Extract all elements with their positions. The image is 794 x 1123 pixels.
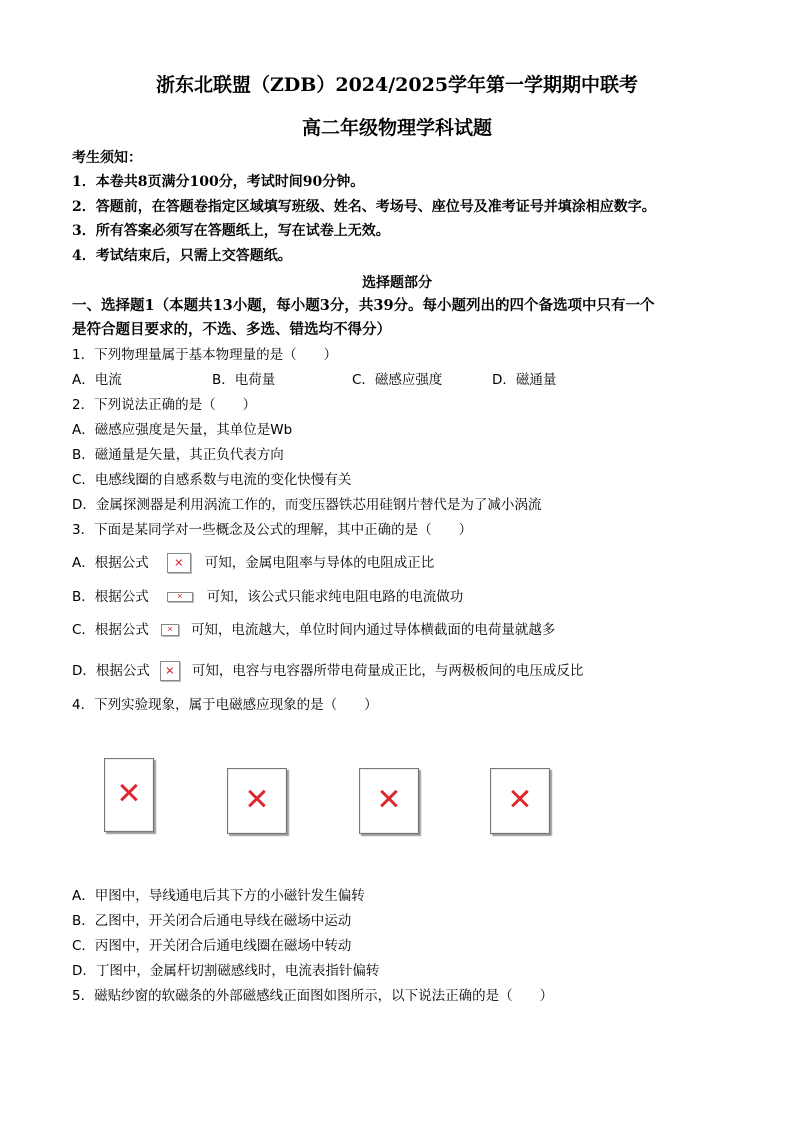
notice-item-3: 3．所有答案必须写在答题纸上，写在试卷上无效。 bbox=[72, 223, 390, 239]
q2-option-a[interactable]: A．磁感应强度是矢量，其单位是Wb bbox=[72, 422, 293, 438]
q2-option-d[interactable]: D．金属探测器是利用涡流工作的，而变压器铁芯用硅钢片替代是为了减小涡流 bbox=[72, 497, 542, 513]
question-2-stem: 2．下列说法正确的是（ ） bbox=[72, 397, 257, 413]
question-4-stem: 4．下列实验现象，属于电磁感应现象的是（ ） bbox=[72, 697, 378, 713]
q3-option-b-prefix: B．根据公式 bbox=[72, 589, 149, 605]
exam-title: 浙东北联盟（ZDB）2024/2025学年第一学期期中联考 bbox=[155, 74, 639, 96]
q1-option-a[interactable]: A．电流 bbox=[72, 372, 122, 388]
question-5-stem: 5．磁贴纱窗的软磁条的外部磁感线正面图如图所示，以下说法正确的是（ ） bbox=[72, 988, 554, 1004]
q4-option-c[interactable]: C．丙图中，开关闭合后通电线圈在磁场中转动 bbox=[72, 938, 352, 954]
notice-item-4: 4．考试结束后，只需上交答题纸。 bbox=[72, 248, 292, 264]
q3-option-a[interactable] bbox=[72, 552, 434, 574]
section-instruction-line1: 一、选择题1（本题共13小题，每小题3分，共39分。每小题列出的四个备选项中只有一个 bbox=[72, 297, 655, 314]
q3-option-c-suffix: 可知，电流越大，单位时间内通过导体横截面的电荷量就越多 bbox=[190, 622, 556, 638]
question-3-stem: 3．下面是某同学对一些概念及公式的理解，其中正确的是（ ） bbox=[72, 522, 473, 538]
q4-option-b[interactable]: B．乙图中，开关闭合后通电导线在磁场中运动 bbox=[72, 913, 352, 929]
broken-image-mark-icon: ✕ bbox=[176, 592, 183, 601]
q4-option-d[interactable]: D．丁图中，金属杆切割磁感线时，电流表指针偏转 bbox=[72, 963, 380, 979]
question-1-stem: 1．下列物理量属于基本物理量的是（ ） bbox=[72, 347, 338, 363]
q3-option-c[interactable] bbox=[72, 619, 555, 641]
q3-option-d-prefix: D．根据公式 bbox=[72, 663, 150, 679]
q3-option-d-suffix: 可知，电容与电容器所带电荷量成正比，与两极板间的电压成反比 bbox=[191, 663, 584, 679]
exam-subtitle: 高二年级物理学科试题 bbox=[301, 117, 492, 139]
notice-item-2: 2．答题前，在答题卷指定区域填写班级、姓名、考场号、座位号及准考证号并填涂相应数字。 bbox=[72, 199, 656, 215]
broken-image-mark-icon: ✕ bbox=[244, 782, 270, 818]
broken-image-mark-icon: ✕ bbox=[167, 625, 173, 634]
q2-option-c[interactable]: C．电感线圈的自感系数与电流的变化快慢有关 bbox=[72, 472, 352, 488]
q1-option-b[interactable]: B．电荷量 bbox=[212, 372, 276, 388]
q1-option-d[interactable]: D．磁通量 bbox=[492, 372, 557, 388]
q3-option-d[interactable] bbox=[72, 660, 583, 682]
broken-image-icon bbox=[167, 592, 193, 602]
broken-image-mark-icon: ✕ bbox=[376, 782, 402, 818]
q3-option-a-suffix: 可知，金属电阻率与导体的电阻成正比 bbox=[204, 555, 435, 571]
section-title: 选择题部分 bbox=[362, 275, 432, 291]
broken-image-mark-icon: ✕ bbox=[174, 556, 184, 570]
broken-image-icon bbox=[161, 624, 179, 636]
q1-option-c[interactable]: C．磁感应强度 bbox=[352, 372, 443, 388]
question-1-options bbox=[72, 370, 556, 390]
q3-option-a-prefix: A．根据公式 bbox=[72, 555, 149, 571]
notice-item-1: 1．本卷共8页满分100分，考试时间90分钟。 bbox=[72, 174, 365, 190]
broken-image-icon bbox=[167, 553, 191, 573]
broken-image-mark-icon: ✕ bbox=[507, 782, 533, 818]
section-instruction-line2: 是符合题目要求的，不选、多选、错选均不得分） bbox=[72, 321, 391, 338]
figure-yi-broken-image bbox=[227, 768, 287, 834]
notice-heading: 考生须知： bbox=[72, 150, 142, 166]
figure-ding-broken-image bbox=[490, 768, 550, 834]
q2-option-b[interactable]: B．磁通量是矢量，其正负代表方向 bbox=[72, 447, 284, 463]
broken-image-mark-icon: ✕ bbox=[116, 776, 142, 812]
q3-option-b-suffix: 可知，该公式只能求纯电阻电路的电流做功 bbox=[206, 589, 464, 605]
q3-option-c-prefix: C．根据公式 bbox=[72, 622, 149, 638]
q3-option-b[interactable] bbox=[72, 586, 463, 608]
broken-image-mark-icon: ✕ bbox=[165, 664, 175, 678]
figure-jia-broken-image bbox=[104, 758, 154, 832]
q4-option-a[interactable]: A．甲图中，导线通电后其下方的小磁针发生偏转 bbox=[72, 888, 365, 904]
broken-image-icon bbox=[160, 661, 180, 681]
figure-bing-broken-image bbox=[359, 768, 419, 834]
